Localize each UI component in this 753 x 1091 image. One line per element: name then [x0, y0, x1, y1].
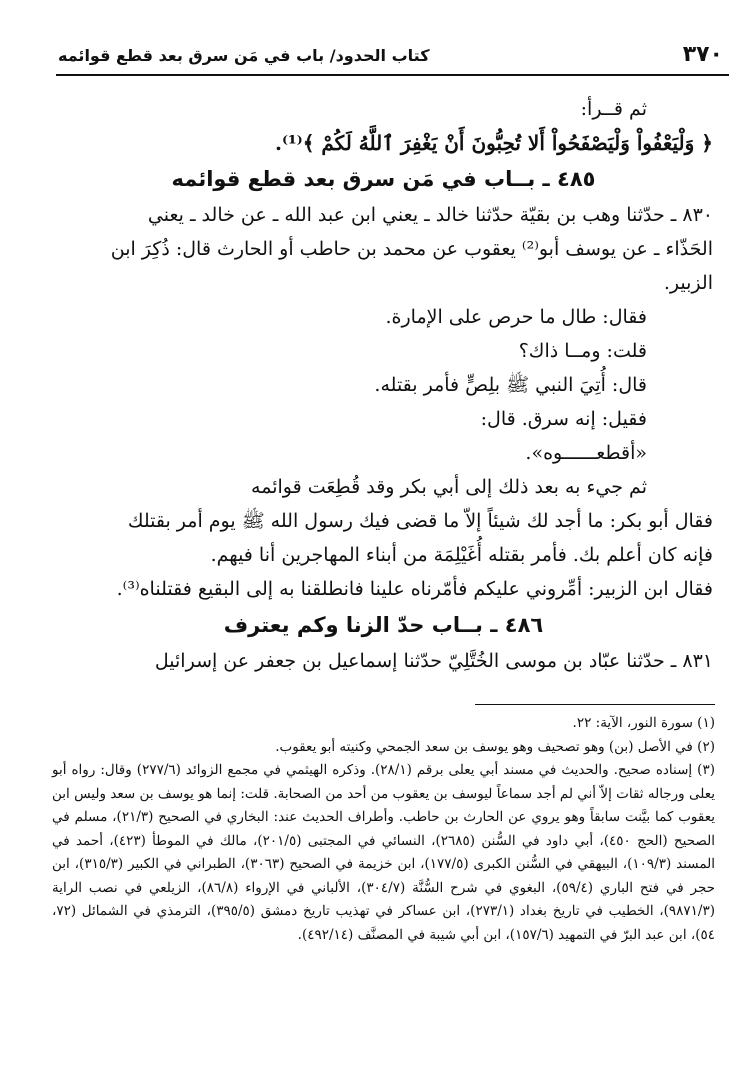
dialogue-line-4: فقيل: إنه سرق. قال:: [480, 408, 647, 430]
narrative-line-2: فقال أبو بكر: ما أجد لك شيئاً إلاّ ما قضى فيك رسول الله ﷺ يوم أمر بقتلك: [127, 510, 713, 532]
narrative-line-3: فإنه كان أعلم بك. فأمر بقتله أُغَيْلِمَة من أبناء المهاجرين أنا فيهم.: [210, 544, 713, 566]
narrative-line-4: فقال ابن الزبير: أمِّروني عليكم فأمّرناه علينا فانطلقنا به إلى البقيع فقتلناه⁽³⁾.: [116, 578, 713, 600]
footnote-1: (١) سورة النور، الآية: ٢٢.: [572, 715, 715, 731]
dialogue-line-3: قال: أُتِيَ النبي ﷺ بلِصٍّ فأمر بقتله.: [374, 374, 647, 396]
intro-line: ثم قــرأ:: [580, 98, 647, 120]
chapter-heading-485: ٤٨٥ ـ بــاب في مَن سرق بعد قطع قوائمه: [171, 167, 596, 191]
hadith-830-line-1: ٨٣٠ ـ حدّثنا وهب بن بقيّة حدّثنا خالد ـ يعني ابن عبد الله ـ عن خالد ـ يعني: [147, 204, 713, 226]
footnotes: [52, 712, 715, 947]
footnote-2: (٢) في الأصل (بن) وهو تصحيف وهو يوسف بن سعد الجمحي وكنيته أبو يعقوب.: [275, 738, 715, 755]
page-number: ٣٧٠: [682, 42, 723, 67]
hadith-830-line-3: الزبير.: [663, 272, 713, 294]
hadith-831-line-1: ٨٣١ ـ حدّثنا عبّاد بن موسى الخُتَّلِيّ حدّثنا إسماعيل بن جعفر عن إسرائيل: [154, 650, 713, 672]
dialogue-line-5: «أقطعــــــوه».: [525, 442, 647, 464]
dialogue-line-1: فقال: طال ما حرص على الإمارة.: [385, 306, 647, 328]
main-text: [54, 92, 713, 678]
footnote-separator: [475, 704, 715, 705]
footnote-3: (٣) إسناده صحيح. والحديث في مسند أبي يعلى برقم (٢٨/١). وذكره الهيثمي في مجمع الزوائد (٢٧٧/٦) وقال: رواه أبو يعلى ورجاله ثقات إلاّ أني لم أجد سماعاً ليوسف بن يعقوب من أحد من الصحابة. قلت: إنما هو يوسف بن سعد وليس ابن يعقوب كما بيَّنت سابقاً وهو يروي عن الحارث بن حاطب. وأطراف الحديث عند: البخاري في الصحيح (٢١/٣)، مسلم في الصحيح (الحج ٤٥٠)، أبي داود في السُّنن (٢٦٨٥)، النسائي في المجتبى (٢٠١/٥)، مالك في الموطأ (٤٢٣)، أحمد في المسند (١٠٩/٣)، البيهقي في السُّنن الكبرى (١٧٧/٥)، ابن خزيمة في الصحيح (٣٠٦٣)، الطبراني في الكبير (٣١٥/٣)، ابن حجر في فتح الباري (٥٩/٤)، البغوي في شرح السُّنَّة (٣٠٤/٧)، الألباني في الإرواء (٨٦/٨)، الزيلعي في نصب الراية (٩٨٧١/٣)، الخطيب في تاريخ بغداد (٢٧٣/١)، ابن عساكر في تهذيب تاريخ دمشق (٣٩٥/٥)، الترمذي في الشمائل (٧٢، ٥٤)، ابن عبد البرّ في التمهيد (١٥٧/٦)، ابن أبي شيبة في المصنَّف (٤٩٢/١٤).: [52, 762, 716, 943]
running-title: كتاب الحدود/ باب في مَن سرق بعد قطع قوائمه: [58, 46, 430, 65]
quran-verse: ﴿ وَلْيَعْفُواْ وَلْيَصْفَحُواْ أَلا تُحِبُّونَ أَنْ يَغْفِرَ ٱللَّهُ لَكُمْ ﴾⁽¹⁾.: [275, 131, 713, 155]
chapter-heading-486: ٤٨٦ ـ بــاب حدّ الزنا وكم يعترف: [223, 613, 544, 637]
dialogue-line-2: قلت: ومــا ذاك؟: [518, 340, 647, 362]
narrative-line-1: ثم جيء به بعد ذلك إلى أبي بكر وقد قُطِعَت قوائمه: [251, 476, 647, 498]
hadith-830-line-2: الحَذّاء ـ عن يوسف أبو⁽²⁾ يعقوب عن محمد بن حاطب أو الحارث قال: ذُكِرَ ابن: [110, 238, 713, 260]
page-header: [56, 38, 729, 76]
